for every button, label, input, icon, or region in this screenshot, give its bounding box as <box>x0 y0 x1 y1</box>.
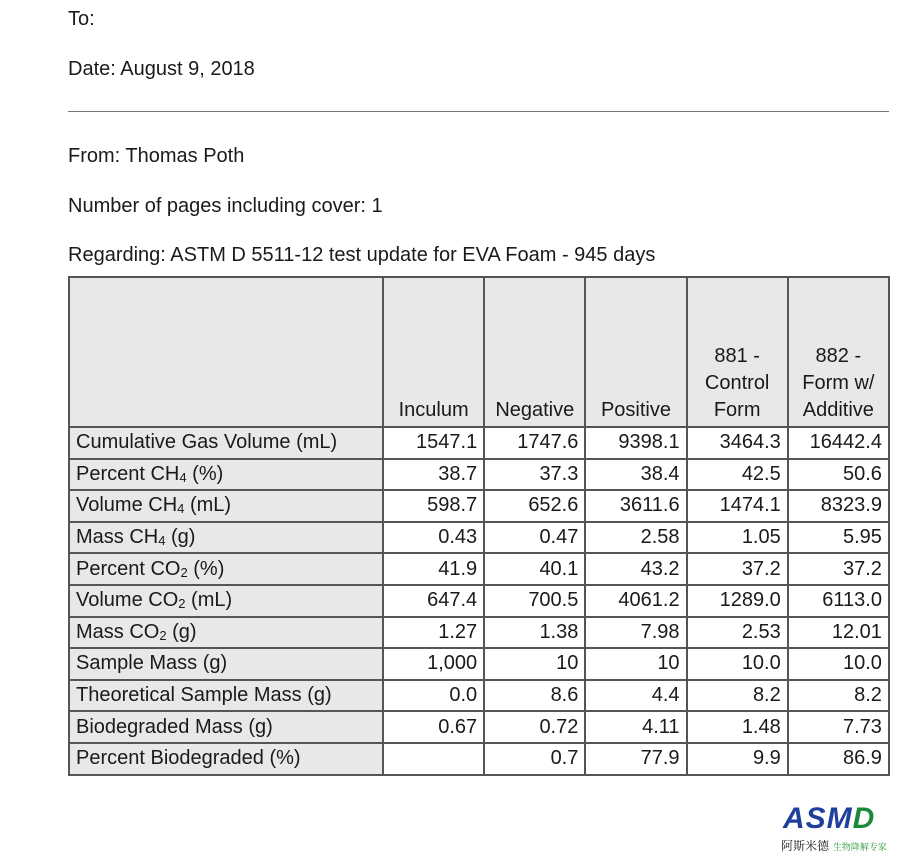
table-cell: 3611.6 <box>585 490 686 522</box>
table-cell: 1289.0 <box>687 585 788 617</box>
corner-cell <box>69 277 383 427</box>
table-cell: 8323.9 <box>788 490 889 522</box>
column-header: 882 - Form w/ Additive <box>788 277 889 427</box>
table-cell: 4.4 <box>585 680 686 712</box>
row-label: Percent Biodegraded (%) <box>69 743 383 775</box>
table-cell: 8.2 <box>788 680 889 712</box>
table-cell: 6113.0 <box>788 585 889 617</box>
table-cell: 40.1 <box>484 553 585 585</box>
table-cell: 2.53 <box>687 617 788 649</box>
table-cell: 1.27 <box>383 617 484 649</box>
table-cell: 50.6 <box>788 459 889 491</box>
table-cell: 3464.3 <box>687 427 788 459</box>
table-cell: 7.73 <box>788 711 889 743</box>
table-cell: 38.4 <box>585 459 686 491</box>
table-cell: 598.7 <box>383 490 484 522</box>
date-line: Date: August 9, 2018 <box>68 58 255 80</box>
table-header-row <box>69 277 889 427</box>
row-label: Mass $CO_2$ (g) <box>69 617 383 649</box>
table-cell: 10 <box>585 648 686 680</box>
table-cell: 0.0 <box>383 680 484 712</box>
table-row <box>69 711 889 743</box>
table-row <box>69 553 889 585</box>
table-cell: 1,000 <box>383 648 484 680</box>
table-cell: 38.7 <box>383 459 484 491</box>
row-label: Volume $CO_2$ (mL) <box>69 585 383 617</box>
column-header: Inculum <box>383 277 484 427</box>
table-row <box>69 427 889 459</box>
row-label: Percent $CH_4$ (%) <box>69 459 383 491</box>
table-cell: 12.01 <box>788 617 889 649</box>
column-header: 881 - Control Form <box>687 277 788 427</box>
table-cell: 0.7 <box>484 743 585 775</box>
row-label: Theoretical Sample Mass (g) <box>69 680 383 712</box>
row-label: Biodegraded Mass (g) <box>69 711 383 743</box>
column-header: Positive <box>585 277 686 427</box>
table-cell: 8.2 <box>687 680 788 712</box>
row-label: Percent $CO_2$ (%) <box>69 553 383 585</box>
table-cell: 10.0 <box>788 648 889 680</box>
table-row <box>69 617 889 649</box>
table-row <box>69 743 889 775</box>
from-line: From: Thomas Poth <box>68 145 245 167</box>
table-cell: 8.6 <box>484 680 585 712</box>
logo-subtitle: 阿斯米德 生物降解专家 <box>781 839 887 853</box>
table-cell: 37.2 <box>687 553 788 585</box>
table-cell: 1547.1 <box>383 427 484 459</box>
pages-line: Number of pages including cover: 1 <box>68 195 383 217</box>
table-cell: 37.3 <box>484 459 585 491</box>
table-row <box>69 585 889 617</box>
table-cell: 86.9 <box>788 743 889 775</box>
table-cell: 9.9 <box>687 743 788 775</box>
row-label: Volume $CH_4$ (mL) <box>69 490 383 522</box>
table-cell: 2.58 <box>585 522 686 554</box>
table-cell: 0.67 <box>383 711 484 743</box>
row-label: Sample Mass (g) <box>69 648 383 680</box>
table-cell: 0.72 <box>484 711 585 743</box>
regarding-line: Regarding: ASTM D 5511-12 test update for EVA Foam - 945 days <box>68 244 656 266</box>
table-row <box>69 648 889 680</box>
table-cell: 77.9 <box>585 743 686 775</box>
column-header: Negative <box>484 277 585 427</box>
table-cell: 0.47 <box>484 522 585 554</box>
table-cell: 10.0 <box>687 648 788 680</box>
table-cell: 42.5 <box>687 459 788 491</box>
table-cell: 1.05 <box>687 522 788 554</box>
table-cell: 1474.1 <box>687 490 788 522</box>
table-cell: 652.6 <box>484 490 585 522</box>
table-cell: 10 <box>484 648 585 680</box>
table-cell <box>383 743 484 775</box>
table-cell: 43.2 <box>585 553 686 585</box>
table-cell: 4061.2 <box>585 585 686 617</box>
table-cell: 1747.6 <box>484 427 585 459</box>
table-cell: 647.4 <box>383 585 484 617</box>
table-row <box>69 522 889 554</box>
table-cell: 7.98 <box>585 617 686 649</box>
table-cell: 0.43 <box>383 522 484 554</box>
table-row <box>69 490 889 522</box>
logo-mark: ASMD <box>783 802 876 835</box>
table-cell: 16442.4 <box>788 427 889 459</box>
table-row <box>69 680 889 712</box>
table-cell: 700.5 <box>484 585 585 617</box>
table-cell: 41.9 <box>383 553 484 585</box>
to-line: To: <box>68 8 95 30</box>
table-cell: 4.11 <box>585 711 686 743</box>
divider <box>68 111 889 112</box>
row-label: Cumulative Gas Volume (mL) <box>69 427 383 459</box>
table-cell: 9398.1 <box>585 427 686 459</box>
table-cell: 5.95 <box>788 522 889 554</box>
results-table <box>68 276 890 776</box>
table-cell: 1.38 <box>484 617 585 649</box>
table-cell: 37.2 <box>788 553 889 585</box>
table-cell: 1.48 <box>687 711 788 743</box>
table-row <box>69 459 889 491</box>
row-label: Mass $CH_4$ (g) <box>69 522 383 554</box>
asmd-logo <box>779 803 903 857</box>
